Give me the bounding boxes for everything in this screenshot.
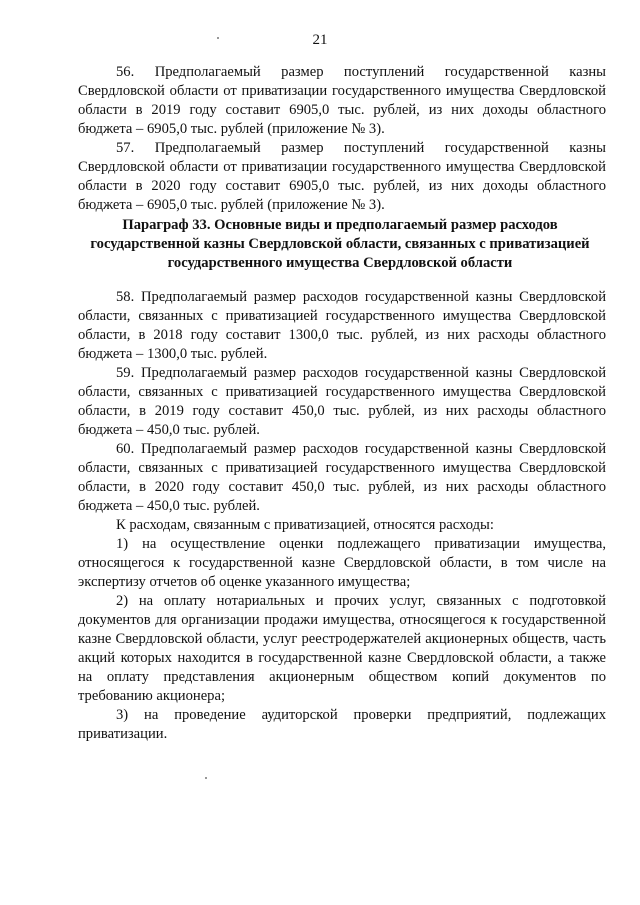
revenue-section — [78, 63, 606, 215]
list-item-2: 2) на оплату нотариальных и прочих услуг, связанных с подготовкой документов для организации продажи имущества, относящегося к государственной казне Свердловской области, услуг реестродержателей акционерных обществ, часть акций которых находится в государственной казне Свердловской области, а также на оплату представления акционерным обществом копий документов по требованию акционера; — [78, 593, 606, 704]
scan-speck — [217, 37, 219, 39]
heading-line-1: Параграф 33. Основные виды и предполагаемый размер расходов — [122, 217, 558, 233]
scan-speck — [205, 777, 207, 779]
paragraph-58: 58. Предполагаемый размер расходов государственной казны Свердловской области, связанных с приватизацией государственного имущества Свердловской области, в 2018 году составит 1300,0 тыс. рублей, из них расходы областного бюджета – 1300,0 тыс. рублей. — [78, 289, 606, 362]
paragraph-60: 60. Предполагаемый размер расходов государственной казны Свердловской области, связанных с приватизацией государственного имущества Свердловской области, в 2020 году составит 450,0 тыс. рублей, из них расходы областного бюджета – 450,0 тыс. рублей. — [78, 441, 606, 514]
list-item-1: 1) на осуществление оценки подлежащего приватизации имущества, относящегося к государственной казне Свердловской области, в том числе на экспертизу отчетов об оценке указанного имущества; — [78, 536, 606, 590]
heading-line-3: государственного имущества Свердловской области — [167, 255, 513, 271]
heading-line-2: государственной казны Свердловской области, связанных с приватизацией — [90, 236, 590, 252]
paragraph-56: 56. Предполагаемый размер поступлений государственной казны Свердловской области от приватизации государственного имущества Свердловской области в 2019 году составит 6905,0 тыс. рублей, из них доходы областного бюджета – 6905,0 тыс. рублей (приложение № 3). — [78, 64, 606, 137]
expenses-section — [78, 288, 606, 744]
page-number: 21 — [312, 32, 328, 48]
paragraph-57: 57. Предполагаемый размер поступлений государственной казны Свердловской области от приватизации государственного имущества Свердловской области в 2020 году составит 6905,0 тыс. рублей, из них доходы областного бюджета – 6905,0 тыс. рублей (приложение № 3). — [78, 140, 606, 213]
list-item-3: 3) на проведение аудиторской проверки предприятий, подлежащих приватизации. — [78, 707, 606, 742]
section-heading — [70, 216, 610, 273]
paragraph-59: 59. Предполагаемый размер расходов государственной казны Свердловской области, связанных с приватизацией государственного имущества Свердловской области, в 2019 году составит 450,0 тыс. рублей, из них расходы областного бюджета – 450,0 тыс. рублей. — [78, 365, 606, 438]
expenses-intro: К расходам, связанным с приватизацией, относятся расходы: — [116, 517, 494, 533]
